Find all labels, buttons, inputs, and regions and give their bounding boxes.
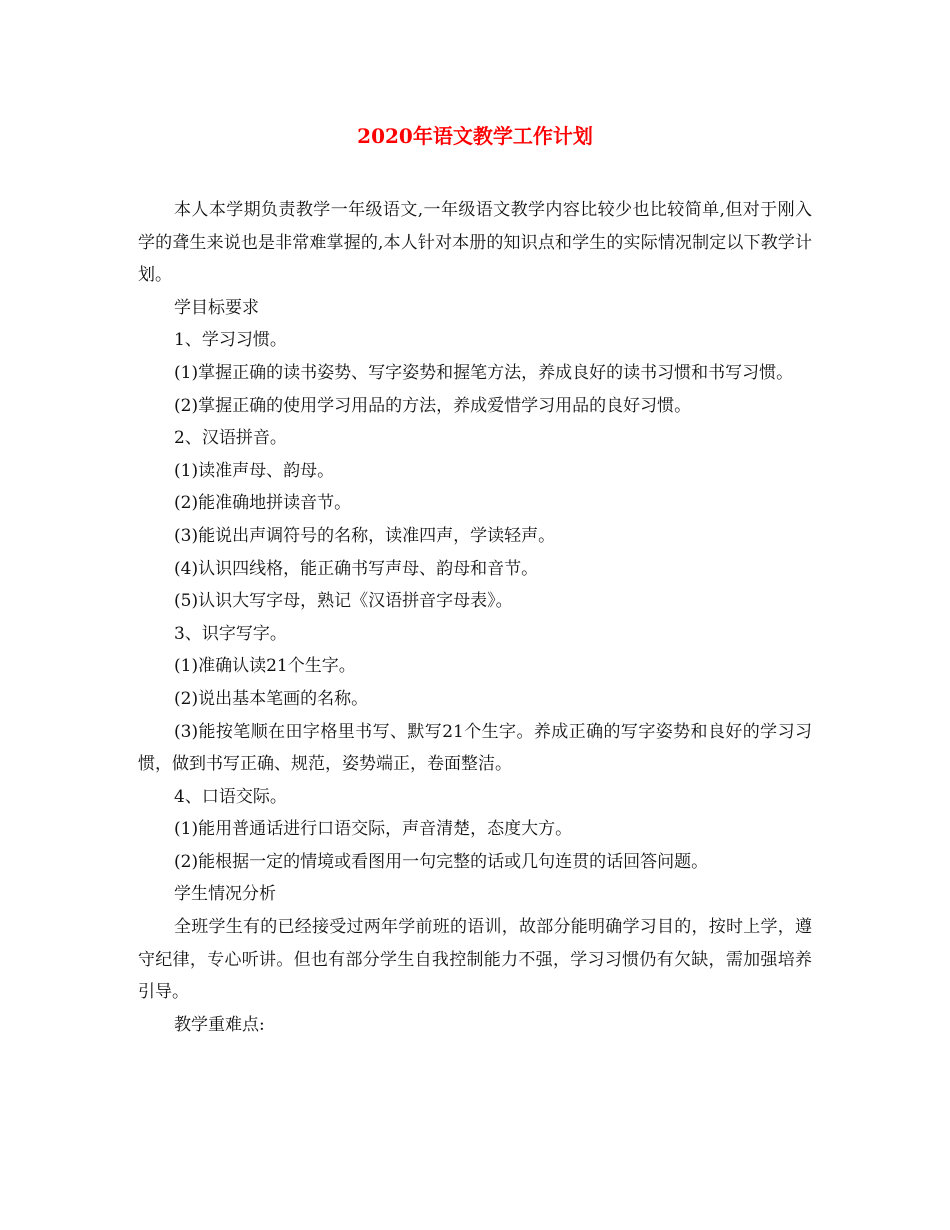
document-body [138,194,812,1041]
section-literacy: 3、识字写字。 [174,623,287,644]
list-item: (1)掌握正确的读书姿势、写字姿势和握笔方法，养成良好的读书习惯和书写习惯。 [174,362,794,383]
list-item: (3)能说出声调符号的名称，读准四声，学读轻声。 [174,525,556,546]
section-oral: 4、口语交际。 [174,786,287,807]
list-item: (2)说出基本笔画的名称。 [174,688,369,709]
list-item: (4)认识四线格，能正确书写声母、韵母和音节。 [174,558,539,579]
heading-student-analysis: 学生情况分析 [174,884,276,905]
section-study-habits: 1、学习习惯。 [174,330,287,351]
list-item: (5)认识大写字母，熟记《汉语拼音字母表》。 [174,591,513,612]
paragraph-intro: 本人本学期负责教学一年级语文,一年级语文教学内容比较少也比较简单,但对于刚入学的聋生来说也是非常难掌握的,本人针对本册的知识点和学生的实际情况制定以下教学计划。 [138,200,812,286]
list-item: (1)读准声母、韵母。 [174,460,335,481]
heading-key-points: 教学重难点: [174,1014,265,1035]
paragraph-student-analysis: 全班学生有的已经接受过两年学前班的语训，故部分能明确学习目的，按时上学，遵守纪律，专心听讲。但也有部分学生自我控制能力不强，学习习惯仍有欠缺，需加强培养引导。 [138,917,812,1003]
list-item: (3)能按笔顺在田字格里书写、默写21个生字。养成正确的写字姿势和良好的学习习惯，做到书写正确、规范，姿势端正，卷面整洁。 [138,721,812,775]
list-item: (2)掌握正确的使用学习用品的方法，养成爱惜学习用品的良好习惯。 [174,395,692,416]
list-item: (2)能根据一定的情境或看图用一句完整的话或几句连贯的话回答问题。 [174,851,709,872]
list-item: (2)能准确地拼读音节。 [174,493,352,514]
document-title: 2020年语文教学工作计划 [357,124,593,148]
list-item: (1)能用普通话进行口语交际，声音清楚，态度大方。 [174,819,573,840]
section-pinyin: 2、汉语拼音。 [174,428,287,449]
list-item: (1)准确认读21个生字。 [174,656,356,677]
heading-goals: 学目标要求 [174,297,259,318]
